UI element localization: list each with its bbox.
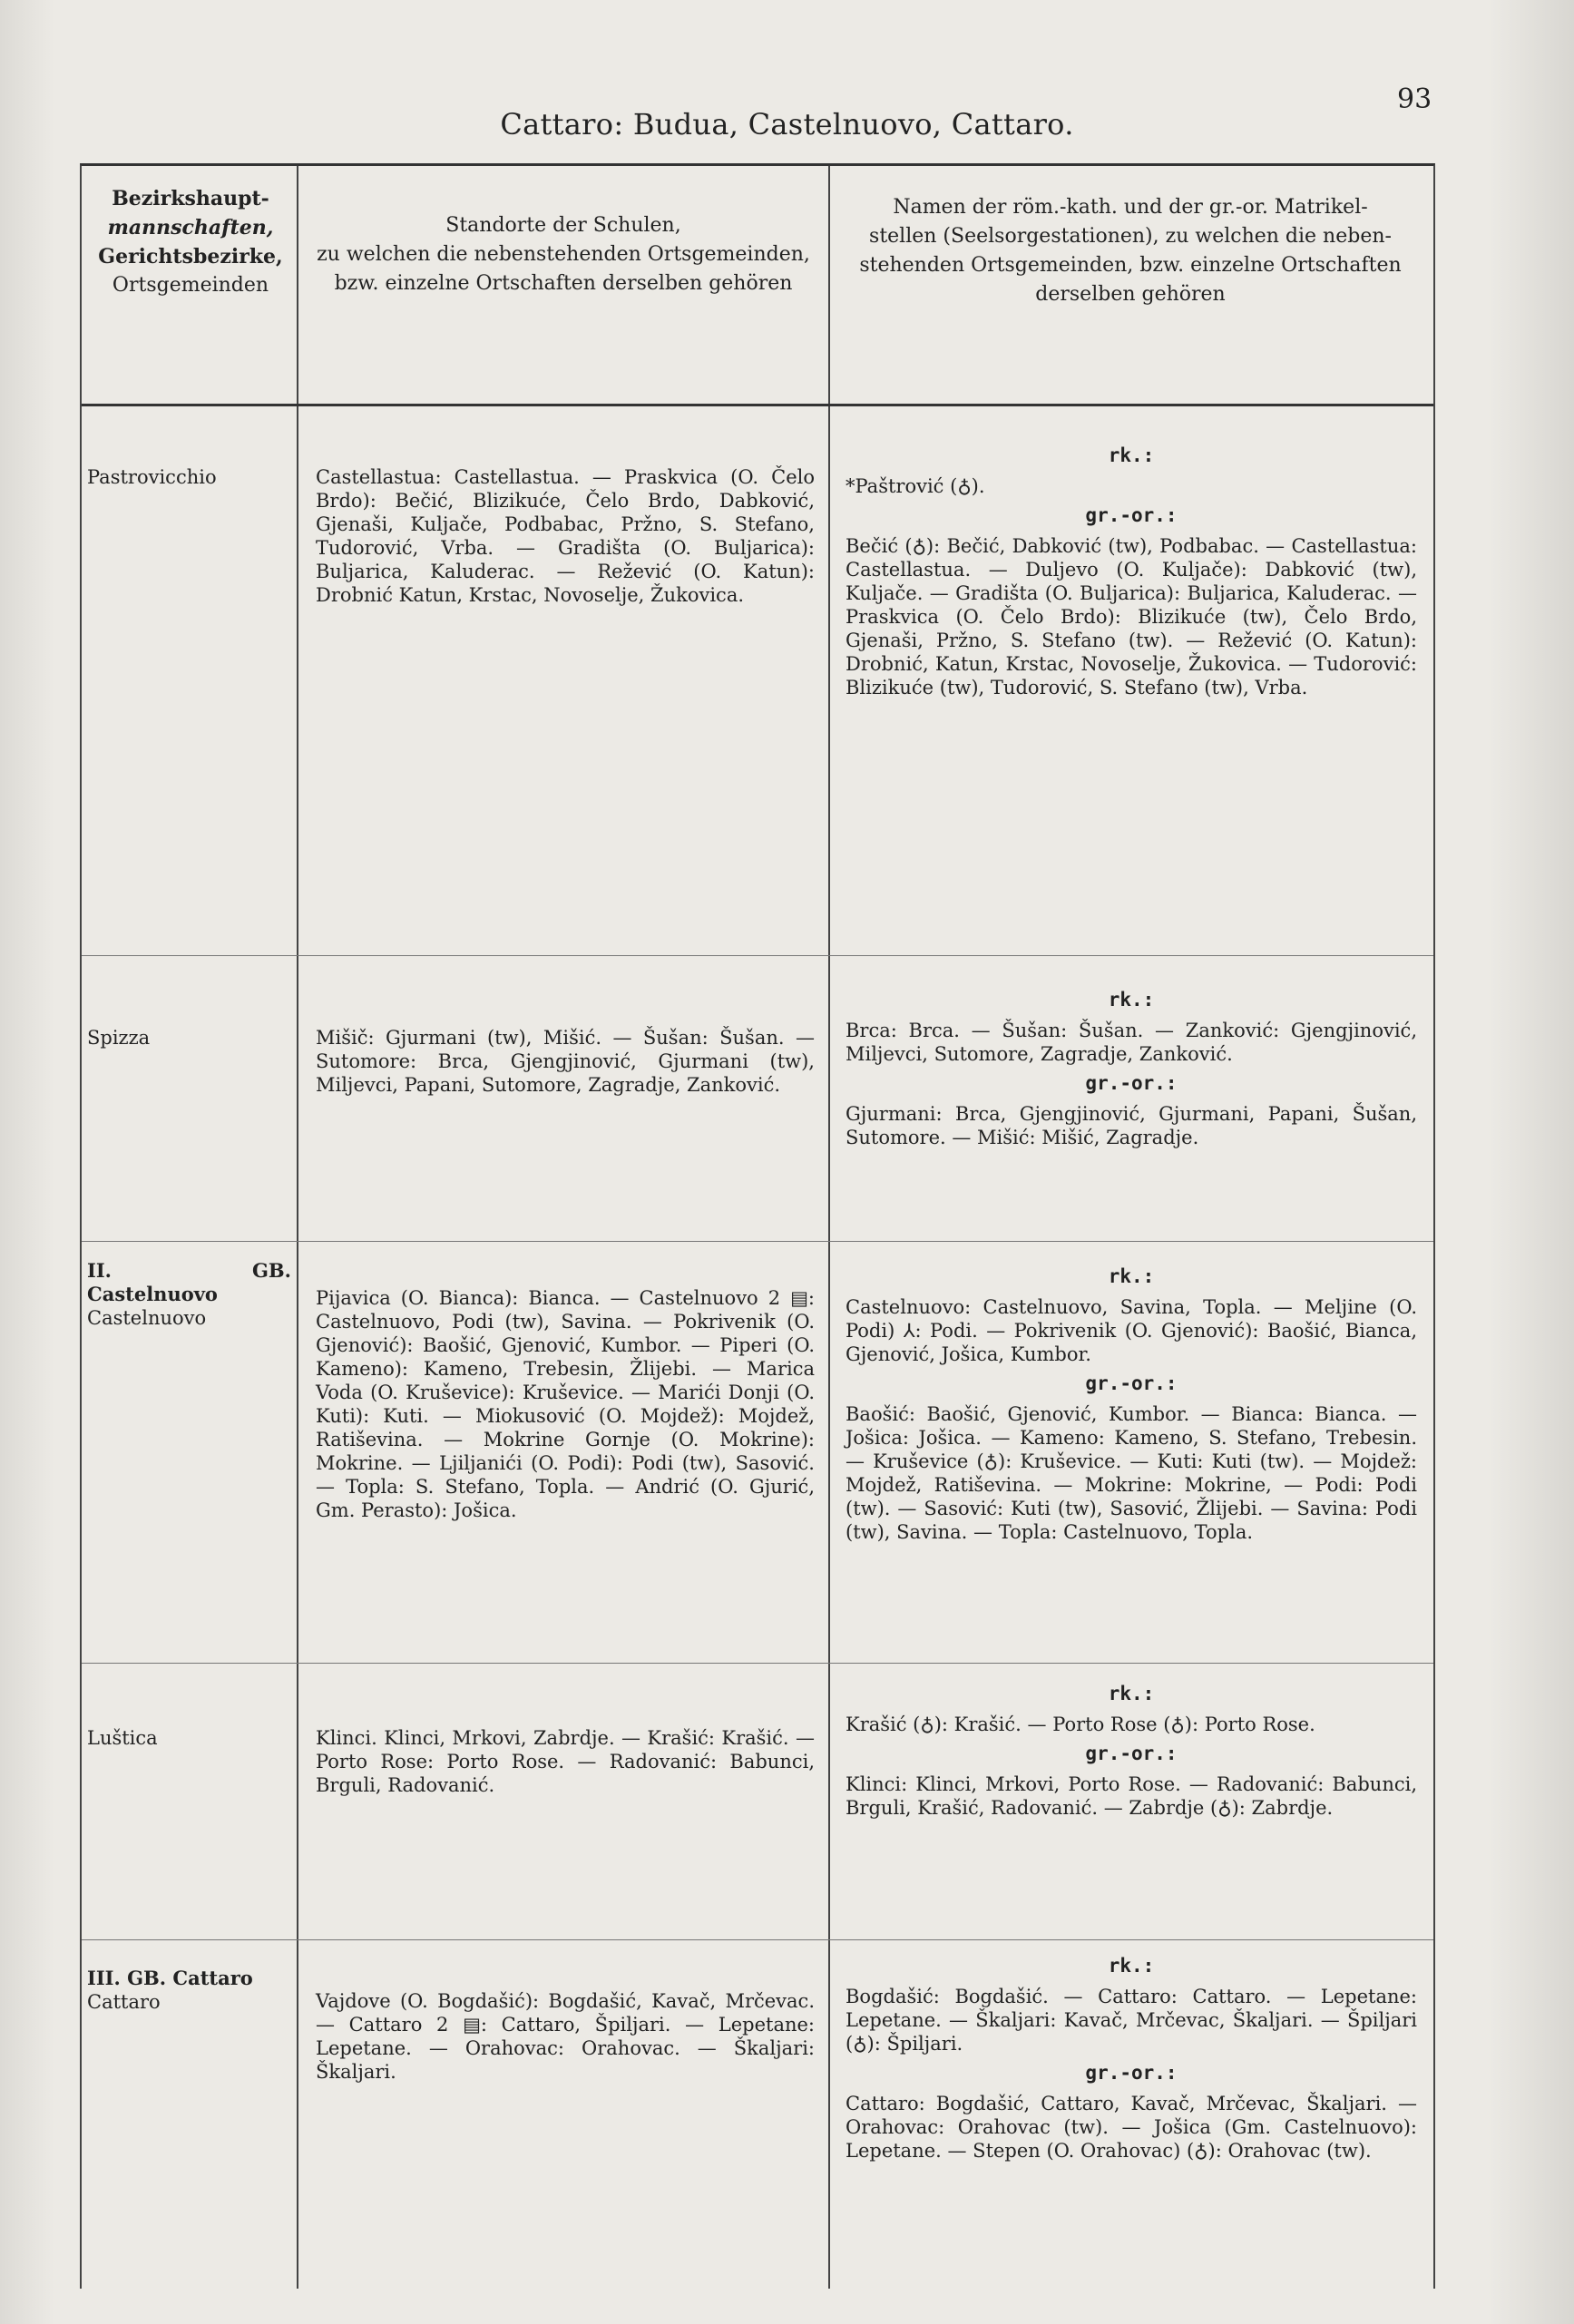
page-title: Cattaro: Budua, Castelnuovo, Cattaro. xyxy=(500,107,1074,142)
district-name xyxy=(87,1967,291,2014)
parish-entries xyxy=(846,438,1417,699)
gror-parishes: Bečić (♁): Bečić, Dabković (tw), Podbabac. — Castellastua: Castellastua. — Duljevo (O. Kuljače): Dabković (tw), Kuljače. — Gradišta (O. Buljarica): Buljarica, Kaluderac. — Praskvica (O. Čelo Brdo): Blizikuće (tw), Čelo Brdo, Gjenaši, Pržno, S. Stefano (tw). — Režević (O. Katun): Drobnić, Katun, Krstac, Novoselje, Žukovica. — Tudorović: Blizikuće (tw), Tudorović, S. Stefano (tw), Vrba. xyxy=(846,535,1417,698)
column-header-line: mannschaften, xyxy=(107,216,274,239)
column-header-line: Namen der röm.-kath. und der gr.-or. Matrikel- xyxy=(893,196,1368,219)
column-divider xyxy=(297,166,298,2289)
column-header-schools xyxy=(299,211,827,298)
district-name-line: Cattaro xyxy=(87,1991,161,2013)
row-divider xyxy=(82,955,1433,956)
gror-parishes: Baošić: Baošić, Gjenović, Kumbor. — Bianca: Bianca. — Jošica: Jošica. — Kameno: Kameno, S. Stefano, Trebesin. — Kruševice (♁): Kruševice. — Kuti: Kuti (tw). — Mojdež: Mojdež, Ratiševina. — Mokrine: Mokrine, — Podi: Podi (tw). — Sasović: Kuti (tw), Sasović, Žlijebi. — Savina: Podi (tw), Savina. — Topla: Castelnuovo, Topla. xyxy=(846,1403,1417,1543)
gror-label: gr.-or.: xyxy=(1085,1743,1178,1764)
district-name xyxy=(87,1259,291,1330)
school-locations: Castellastua: Castellastua. — Praskvica (O. Čelo Brdo): Bečić, Blizikuće, Čelo Brdo, Dabković, Gjenaši, Kuljače, Podbabac, Pržno, S. Stefano, Tudorović, Vrba. — Gradišta (O. Buljarica): Buljarica, Kaluderac. — Režević (O. Katun): Drobnić Katun, Krstac, Novoselje, Žukovica. xyxy=(316,466,815,606)
parish-entries xyxy=(846,1948,1417,2163)
gror-parishes: Gjurmani: Brca, Gjengjinović, Gjurmani, Papani, Šušan, Sutomore. — Mišić: Mišić, Zagradje. xyxy=(846,1103,1417,1148)
column-header-districts xyxy=(85,184,296,300)
rk-parishes: Krašić (♁): Krašić. — Porto Rose (♁): Porto Rose. xyxy=(846,1714,1315,1735)
column-header-line: Ortsgemeinden xyxy=(112,274,269,297)
school-locations: Pijavica (O. Bianca): Bianca. — Castelnuovo 2 ▤: Castelnuovo, Podi (tw), Savina. — Pokrivenik (O. Gjenović): Baošić, Gjenović, Kumbor. — Piperi (O. Kameno): Kameno, Trebesin, Žlijebi. — Marica Voda (O. Kruševice): Kruševice. — Marići Donji (O. Kuti): Kuti. — Miokusović (O. Mojdež): Mojdež, Ratiševina. — Mokrine Gornje (O. Mokrine): Mokrine. — Ljiljanići (O. Podi): Podi (tw), Sasović. — Topla: S. Stefano, Topla. — Andrić (O. Gjurić, Gm. Perasto): Jošica. xyxy=(316,1287,815,1521)
rk-parishes: Brca: Brca. — Šušan: Šušan. — Zanković: Gjengjinović, Miljevci, Sutomore, Zagradje, Zanković. xyxy=(846,1020,1417,1065)
parish-entries xyxy=(846,982,1417,1149)
row-divider xyxy=(82,1241,1433,1242)
page-number: 93 xyxy=(1397,83,1432,115)
gror-label: gr.-or.: xyxy=(1085,1072,1178,1094)
column-header-line: derselben gehören xyxy=(1035,283,1226,306)
header-divider xyxy=(82,404,1433,406)
column-header-line: Standorte der Schulen, xyxy=(445,214,681,237)
district-name xyxy=(87,1726,291,1750)
gror-parishes: Klinci: Klinci, Mrkovi, Porto Rose. — Radovanić: Babunci, Brguli, Krašić, Radovanić. — Zabrdje (♁): Zabrdje. xyxy=(846,1773,1417,1819)
rk-label: rk.: xyxy=(1108,444,1155,466)
column-header-line: zu welchen die nebenstehenden Ortsgemeinden, xyxy=(317,243,810,266)
rk-parishes: *Paštrović (♁). xyxy=(846,475,985,497)
column-header-line: Bezirkshaupt- xyxy=(112,187,269,210)
rk-label: rk.: xyxy=(1108,989,1155,1011)
row-divider xyxy=(82,1663,1433,1664)
rk-parishes: Castelnuovo: Castelnuovo, Savina, Topla. — Meljine (O. Podi) ⅄: Podi. — Pokrivenik (O. Gjenović): Baošić, Bianca, Gjenović, Jošica, Kumbor. xyxy=(846,1296,1417,1365)
rk-label: rk.: xyxy=(1108,1265,1155,1287)
district-name-line: Pastrovicchio xyxy=(87,466,217,488)
parish-entries xyxy=(846,1676,1417,1820)
school-locations: Vajdove (O. Bogdašić): Bogdašić, Kavač, Mrčevac. — Cattaro 2 ▤: Cattaro, Špiljari. — Lepetane: Lepetane. — Orahovac: Orahovac. — Škaljari: Škaljari. xyxy=(316,1990,815,2083)
column-header-parishes xyxy=(831,193,1430,309)
district-name-line: III. GB. Cattaro xyxy=(87,1967,253,1989)
district-name xyxy=(87,465,291,489)
school-locations: Klinci. Klinci, Mrkovi, Zabrdje. — Krašić: Krašić. — Porto Rose: Porto Rose. — Radovanić: Babunci, Brguli, Radovanić. xyxy=(316,1727,815,1796)
school-locations: Mišič: Gjurmani (tw), Mišić. — Šušan: Šušan. — Sutomore: Brca, Gjengjinović, Gjurmani (tw), Miljevci, Papani, Sutomore, Zagradje, Zanković. xyxy=(316,1027,815,1096)
column-header-line: Gerichtsbezirke, xyxy=(98,245,283,269)
column-header-line: bzw. einzelne Ortschaften derselben gehören xyxy=(334,272,793,295)
district-name-line: Castelnuovo xyxy=(87,1307,207,1329)
schools-table xyxy=(80,163,1435,2289)
gror-label: gr.-or.: xyxy=(1085,2062,1178,2084)
gror-parishes: Cattaro: Bogdašić, Cattaro, Kavač, Mrčevac, Škaljari. — Orahovac: Orahovac (tw). — Jošica (Gm. Castelnuovo): Lepetane. — Stepen (O. Orahovac) (♁): Orahovac (tw). xyxy=(846,2093,1417,2162)
rk-label: rk.: xyxy=(1108,1955,1155,1977)
column-header-line: stehenden Ortsgemeinden, bzw. einzelne Ortschaften xyxy=(859,254,1402,277)
gror-label: gr.-or.: xyxy=(1085,1372,1178,1394)
row-divider xyxy=(82,1939,1433,1940)
district-name-line: Spizza xyxy=(87,1027,151,1049)
column-divider xyxy=(828,166,830,2289)
district-name xyxy=(87,1026,291,1050)
district-name-line: II. GB. Castelnuovo xyxy=(87,1259,291,1305)
rk-label: rk.: xyxy=(1108,1683,1155,1704)
district-name-line: Luštica xyxy=(87,1727,158,1749)
rk-parishes: Bogdašić: Bogdašić. — Cattaro: Cattaro. — Lepetane: Lepetane. — Škaljari: Kavač, Mrčevac, Škaljari. — Špiljari (♁): Špiljari. xyxy=(846,1986,1417,2055)
gror-label: gr.-or.: xyxy=(1085,504,1178,526)
column-header-line: stellen (Seelsorgestationen), zu welchen die neben- xyxy=(869,225,1392,248)
parish-entries xyxy=(846,1259,1417,1544)
